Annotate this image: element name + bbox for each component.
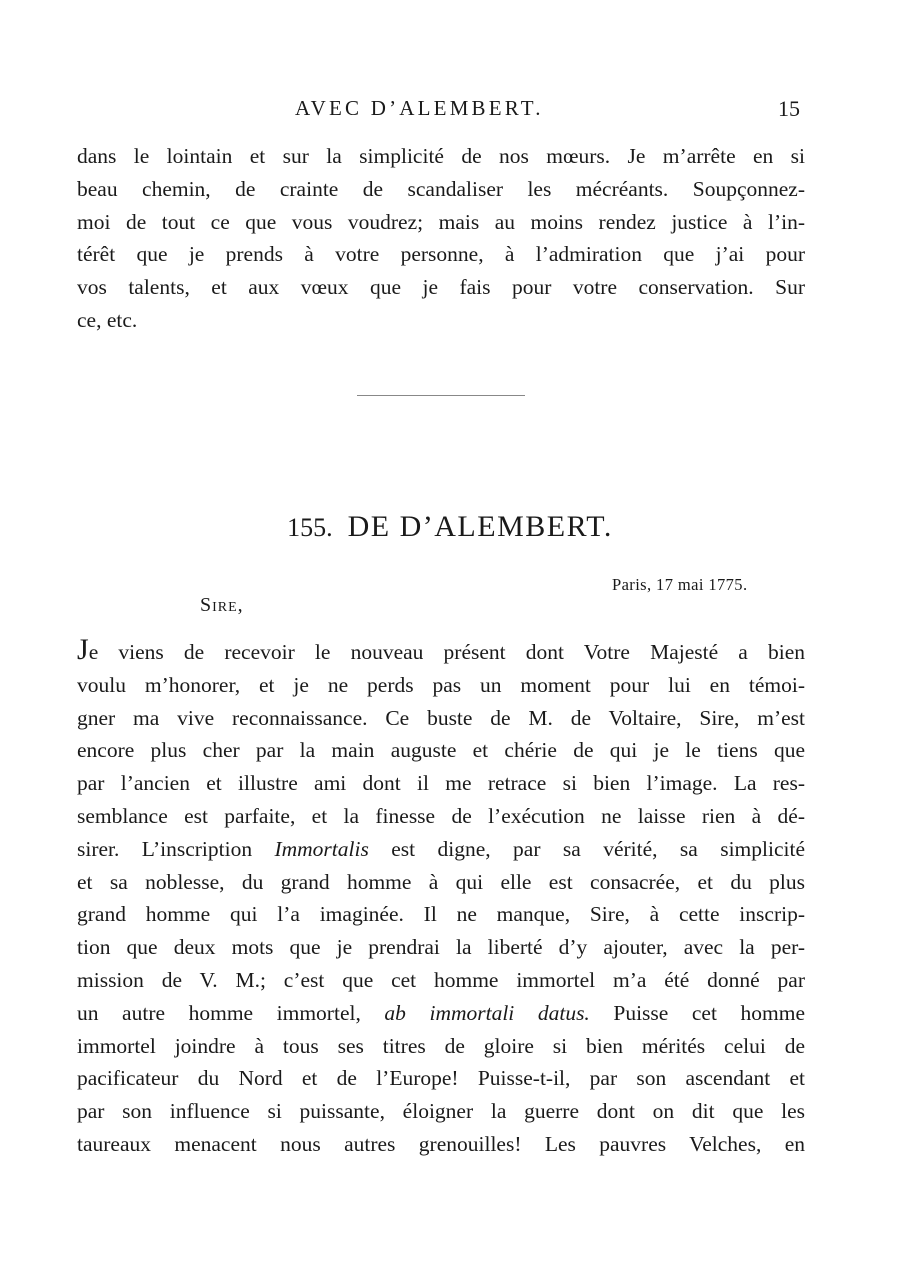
text-line [77, 997, 805, 1030]
running-title: AVEC D’ALEMBERT. [295, 96, 544, 120]
initial-letter: J [77, 633, 89, 666]
text-line: immortel joindre à tous ses titres de gloire si bien mérités celui de [77, 1033, 805, 1058]
text-line [77, 633, 805, 669]
section-divider [357, 395, 525, 396]
text-line: beau chemin, de crainte de scandaliser les mécréants. Soupçonnez- [77, 176, 805, 201]
text-line: gner ma vive reconnaissance. Ce buste de M. de Voltaire, Sire, m’est [77, 705, 805, 730]
salutation: Sire, [200, 594, 244, 616]
text-line: taureaux menacent nous autres grenouilles! Les pauvres Velches, en [77, 1131, 805, 1156]
letter-number: 155. [287, 513, 333, 542]
text-fragment: est digne, par sa vérité, sa simplicité [368, 836, 805, 861]
text-fragment: e viens de recevoir le nouveau présent dont Votre Majesté a bien [88, 640, 805, 664]
text-line: pacificateur du Nord et de l’Europe! Puisse-t-il, par son ascendant et [77, 1066, 805, 1091]
text-line: tion que deux mots que je prendrai la liberté d’y ajouter, avec la per- [77, 935, 805, 960]
text-line: par son influence si puissante, éloigner la guerre dont on dit que les [77, 1099, 805, 1124]
text-fragment: Puisse cet homme [589, 1000, 806, 1025]
page-number: 15 [778, 96, 800, 121]
text-line: moi de tout ce que vous voudrez; mais au moins rendez justice à l’in- [77, 209, 805, 234]
text-line: vos talents, et aux vœux que je fais pour votre conservation. Sur [77, 275, 805, 300]
text-fragment: un autre homme immortel, [77, 1000, 385, 1025]
letter-heading [0, 510, 900, 544]
inscription-italic: Immortalis [274, 836, 369, 861]
text-line: et sa noblesse, du grand homme à qui elle est consacrée, et du plus [77, 869, 805, 894]
text-line: par l’ancien et illustre ami dont il me retrace si bien l’image. La res- [77, 771, 805, 796]
latin-phrase-italic: ab immortali datus. [384, 1000, 590, 1025]
text-line: grand homme qui l’a imaginée. Il ne manque, Sire, à cette inscrip- [77, 902, 805, 927]
running-head [0, 96, 900, 126]
text-line: voulu m’honorer, et je ne perds pas un moment pour lui en témoi- [77, 672, 805, 697]
text-line: mission de V. M.; c’est que cet homme immortel m’a été donné par [77, 967, 805, 992]
text-line: dans le lointain et sur la simplicité de nos mœurs. Je m’arrête en si [77, 144, 805, 168]
previous-letter-ending [77, 140, 805, 337]
text-line: térêt que je prends à votre personne, à l’admiration que j’ai pour [77, 242, 805, 267]
text-fragment: sirer. L’inscription [77, 836, 275, 861]
dateline: Paris, 17 mai 1775. [612, 575, 748, 594]
text-line: semblance est parfaite, et la finesse de l’exécution ne laisse rien à dé- [77, 803, 805, 828]
letter-title: DE D’ALEMBERT. [347, 510, 613, 543]
text-line [77, 833, 805, 866]
text-line: ce, etc. [77, 307, 138, 332]
letter-body [77, 633, 806, 1161]
text-line: encore plus cher par la main auguste et chérie de qui je le tiens que [77, 738, 805, 763]
